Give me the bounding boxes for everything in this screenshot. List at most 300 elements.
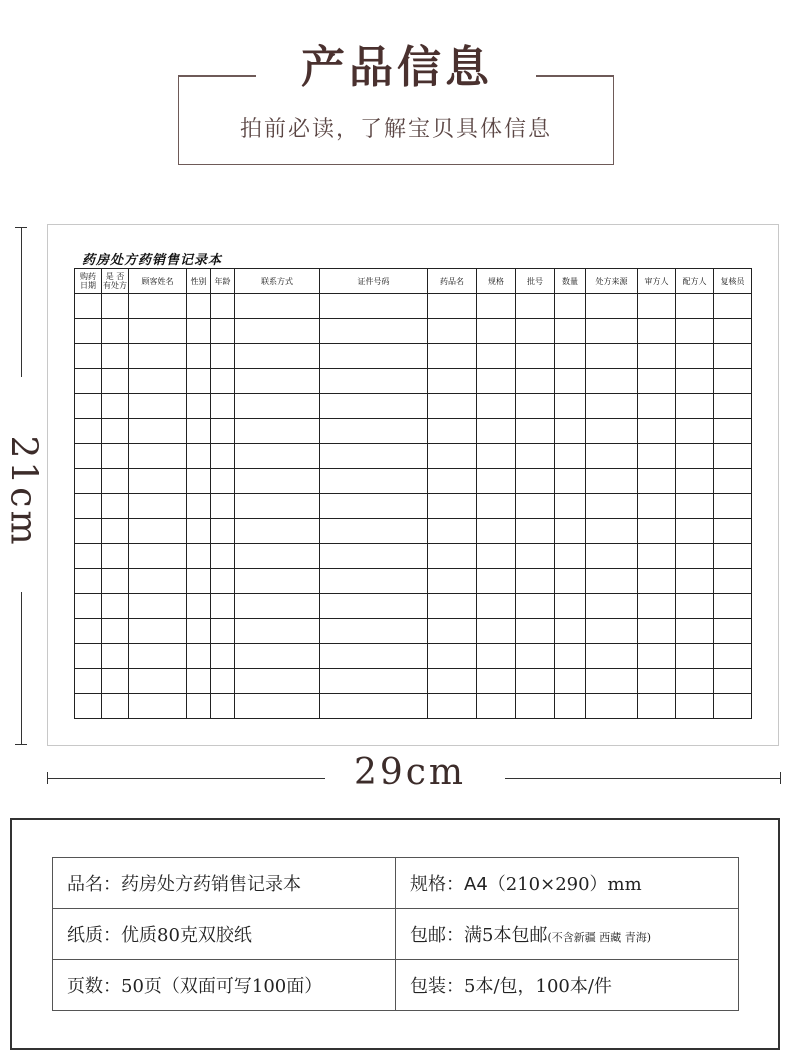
column-label: 药品名 xyxy=(440,276,464,286)
table-cell xyxy=(676,369,714,394)
table-cell xyxy=(714,519,752,544)
table-cell xyxy=(235,519,320,544)
table-cell xyxy=(211,344,235,369)
table-cell xyxy=(638,294,676,319)
table-cell xyxy=(75,569,102,594)
table-cell xyxy=(714,444,752,469)
table-cell xyxy=(187,594,211,619)
table-cell xyxy=(586,619,638,644)
table-cell xyxy=(516,369,555,394)
spec-shipping-main: 包邮：满5本包邮 xyxy=(410,925,548,946)
ledger-column-header xyxy=(714,269,752,294)
table-cell xyxy=(235,594,320,619)
table-cell xyxy=(187,444,211,469)
table-cell xyxy=(477,319,516,344)
table-cell xyxy=(586,369,638,394)
table-cell xyxy=(676,494,714,519)
table-cell xyxy=(638,644,676,669)
ledger-column-header xyxy=(320,269,428,294)
column-label: 年龄 xyxy=(214,276,231,286)
table-cell xyxy=(676,644,714,669)
spec-shipping xyxy=(396,909,739,960)
table-row xyxy=(75,644,752,669)
column-label: 批号 xyxy=(527,276,543,286)
table-cell xyxy=(235,669,320,694)
table-cell xyxy=(638,344,676,369)
table-cell xyxy=(586,594,638,619)
table-row xyxy=(75,444,752,469)
table-cell xyxy=(187,519,211,544)
table-cell xyxy=(516,519,555,544)
table-cell xyxy=(129,369,187,394)
column-label: 顾客姓名 xyxy=(141,276,174,286)
ledger-column-header xyxy=(555,269,586,294)
table-cell xyxy=(75,319,102,344)
table-cell xyxy=(235,644,320,669)
table-cell xyxy=(555,644,586,669)
table-cell xyxy=(129,594,187,619)
table-cell xyxy=(187,494,211,519)
table-cell xyxy=(638,494,676,519)
ledger-column-header xyxy=(187,269,211,294)
table-cell xyxy=(102,319,129,344)
table-cell xyxy=(714,569,752,594)
table-cell xyxy=(714,669,752,694)
table-cell xyxy=(477,594,516,619)
table-row xyxy=(75,619,752,644)
column-label-line2: 有处方 xyxy=(103,281,127,290)
table-cell xyxy=(102,694,129,719)
table-cell xyxy=(516,569,555,594)
table-cell xyxy=(428,494,477,519)
table-cell xyxy=(428,469,477,494)
table-row xyxy=(75,419,752,444)
table-cell xyxy=(129,344,187,369)
table-cell xyxy=(75,644,102,669)
table-cell xyxy=(320,344,428,369)
table-cell xyxy=(516,444,555,469)
table-cell xyxy=(129,494,187,519)
table-cell xyxy=(516,469,555,494)
spec-table xyxy=(52,857,739,1011)
table-cell xyxy=(235,544,320,569)
table-cell xyxy=(129,619,187,644)
height-line-top xyxy=(21,227,22,377)
table-cell xyxy=(428,294,477,319)
table-cell xyxy=(211,694,235,719)
table-cell xyxy=(586,494,638,519)
table-cell xyxy=(428,544,477,569)
table-row xyxy=(75,344,752,369)
spec-product-name: 品名：药房处方药销售记录本 xyxy=(53,858,396,909)
table-row xyxy=(75,519,752,544)
table-cell xyxy=(714,294,752,319)
ledger-column-header xyxy=(638,269,676,294)
table-cell xyxy=(75,419,102,444)
table-cell xyxy=(187,469,211,494)
table-cell xyxy=(187,619,211,644)
table-cell xyxy=(516,694,555,719)
table-cell xyxy=(638,594,676,619)
table-cell xyxy=(187,569,211,594)
table-cell xyxy=(638,444,676,469)
table-cell xyxy=(320,544,428,569)
table-cell xyxy=(477,419,516,444)
table-cell xyxy=(75,519,102,544)
table-cell xyxy=(586,544,638,569)
spec-row xyxy=(53,909,739,960)
table-cell xyxy=(477,344,516,369)
table-cell xyxy=(75,469,102,494)
table-cell xyxy=(586,569,638,594)
spec-row xyxy=(53,960,739,1011)
table-cell xyxy=(187,644,211,669)
table-cell xyxy=(320,519,428,544)
table-cell xyxy=(714,494,752,519)
table-row xyxy=(75,294,752,319)
column-label: 数量 xyxy=(562,276,578,286)
table-cell xyxy=(102,294,129,319)
table-cell xyxy=(320,294,428,319)
table-cell xyxy=(555,569,586,594)
table-row xyxy=(75,394,752,419)
width-tick-right xyxy=(780,772,781,784)
table-cell xyxy=(714,694,752,719)
table-cell xyxy=(428,669,477,694)
table-cell xyxy=(235,469,320,494)
table-cell xyxy=(320,619,428,644)
table-row xyxy=(75,694,752,719)
table-cell xyxy=(187,394,211,419)
table-cell xyxy=(129,569,187,594)
table-cell xyxy=(320,319,428,344)
table-cell xyxy=(129,469,187,494)
table-cell xyxy=(211,569,235,594)
table-cell xyxy=(477,544,516,569)
table-cell xyxy=(676,419,714,444)
column-label: 证件号码 xyxy=(357,276,390,286)
ledger-column-header xyxy=(516,269,555,294)
table-cell xyxy=(187,319,211,344)
table-cell xyxy=(586,344,638,369)
table-cell xyxy=(555,469,586,494)
table-cell xyxy=(211,369,235,394)
ledger-header-row xyxy=(75,269,752,294)
spec-shipping-note: (不含新疆 西藏 青海) xyxy=(547,931,652,944)
table-cell xyxy=(516,669,555,694)
table-cell xyxy=(211,494,235,519)
table-cell xyxy=(477,519,516,544)
table-cell xyxy=(477,644,516,669)
table-cell xyxy=(676,694,714,719)
table-cell xyxy=(714,469,752,494)
table-cell xyxy=(516,644,555,669)
table-cell xyxy=(235,419,320,444)
table-cell xyxy=(477,444,516,469)
table-cell xyxy=(102,419,129,444)
table-row xyxy=(75,544,752,569)
column-label: 联系方式 xyxy=(261,276,293,286)
table-cell xyxy=(235,569,320,594)
column-label: 规格 xyxy=(488,276,504,286)
ledger-table xyxy=(74,268,752,719)
table-row xyxy=(75,569,752,594)
table-cell xyxy=(516,594,555,619)
table-cell xyxy=(129,444,187,469)
table-cell xyxy=(320,369,428,394)
table-cell xyxy=(102,344,129,369)
height-tick-bottom xyxy=(15,744,27,745)
table-cell xyxy=(211,419,235,444)
table-cell xyxy=(516,294,555,319)
column-label: 是 否 xyxy=(105,272,125,281)
table-cell xyxy=(320,569,428,594)
table-cell xyxy=(75,394,102,419)
table-cell xyxy=(102,669,129,694)
table-cell xyxy=(211,669,235,694)
sheet-title: 药房处方药销售记录本 xyxy=(82,253,223,268)
table-cell xyxy=(428,519,477,544)
column-label: 配方人 xyxy=(682,276,707,286)
table-cell xyxy=(211,519,235,544)
table-cell xyxy=(638,669,676,694)
table-cell xyxy=(586,519,638,544)
spec-packing: 包装：5本/包，100本/件 xyxy=(396,960,739,1011)
table-cell xyxy=(129,544,187,569)
table-cell xyxy=(638,319,676,344)
table-cell xyxy=(320,494,428,519)
table-cell xyxy=(320,694,428,719)
table-cell xyxy=(211,469,235,494)
table-cell xyxy=(638,419,676,444)
table-cell xyxy=(676,619,714,644)
table-row xyxy=(75,469,752,494)
table-cell xyxy=(129,419,187,444)
spec-size-prefix: 规格： xyxy=(410,874,464,895)
table-cell xyxy=(586,294,638,319)
table-cell xyxy=(75,669,102,694)
height-line-bottom xyxy=(21,592,22,744)
spec-row xyxy=(53,858,739,909)
table-cell xyxy=(428,619,477,644)
table-cell xyxy=(516,319,555,344)
table-cell xyxy=(586,319,638,344)
table-cell xyxy=(477,669,516,694)
table-cell xyxy=(555,344,586,369)
table-cell xyxy=(428,419,477,444)
table-cell xyxy=(320,394,428,419)
table-cell xyxy=(428,369,477,394)
table-cell xyxy=(187,294,211,319)
table-cell xyxy=(102,569,129,594)
table-cell xyxy=(516,344,555,369)
table-cell xyxy=(477,369,516,394)
table-cell xyxy=(235,494,320,519)
spec-size-a4: A4 xyxy=(464,874,488,895)
table-cell xyxy=(235,444,320,469)
table-cell xyxy=(102,519,129,544)
table-cell xyxy=(428,344,477,369)
table-row xyxy=(75,319,752,344)
table-cell xyxy=(676,444,714,469)
table-cell xyxy=(129,294,187,319)
table-cell xyxy=(320,444,428,469)
page-subtitle: 拍前必读，了解宝贝具体信息 xyxy=(239,117,552,142)
table-cell xyxy=(75,444,102,469)
table-cell xyxy=(320,669,428,694)
table-cell xyxy=(235,369,320,394)
ledger-column-header xyxy=(102,269,129,294)
table-cell xyxy=(428,319,477,344)
table-cell xyxy=(211,319,235,344)
table-cell xyxy=(75,369,102,394)
table-cell xyxy=(75,594,102,619)
table-cell xyxy=(555,394,586,419)
table-cell xyxy=(586,469,638,494)
table-cell xyxy=(638,619,676,644)
table-cell xyxy=(102,444,129,469)
table-cell xyxy=(676,344,714,369)
width-line-left xyxy=(47,778,325,779)
table-row xyxy=(75,594,752,619)
column-label-line2: 日期 xyxy=(80,281,96,290)
table-cell xyxy=(638,569,676,594)
table-cell xyxy=(586,644,638,669)
table-cell xyxy=(75,344,102,369)
table-cell xyxy=(477,694,516,719)
table-cell xyxy=(129,669,187,694)
table-cell xyxy=(555,294,586,319)
table-cell xyxy=(586,694,638,719)
column-label: 性别 xyxy=(190,276,207,286)
table-cell xyxy=(638,469,676,494)
table-cell xyxy=(102,544,129,569)
table-cell xyxy=(477,619,516,644)
table-cell xyxy=(235,694,320,719)
column-label: 审方人 xyxy=(644,276,669,286)
table-row xyxy=(75,369,752,394)
table-cell xyxy=(187,369,211,394)
table-cell xyxy=(676,394,714,419)
table-cell xyxy=(75,544,102,569)
table-cell xyxy=(75,619,102,644)
table-cell xyxy=(187,344,211,369)
table-cell xyxy=(638,694,676,719)
spec-paper: 纸质：优质80克双胶纸 xyxy=(53,909,396,960)
table-cell xyxy=(676,469,714,494)
table-cell xyxy=(211,394,235,419)
table-cell xyxy=(676,669,714,694)
table-cell xyxy=(102,469,129,494)
table-cell xyxy=(102,619,129,644)
table-cell xyxy=(714,644,752,669)
table-cell xyxy=(676,544,714,569)
column-label: 复核员 xyxy=(720,276,745,286)
table-cell xyxy=(428,594,477,619)
table-cell xyxy=(211,544,235,569)
table-cell xyxy=(187,694,211,719)
column-label: 购药 xyxy=(80,272,96,281)
ledger-column-header xyxy=(676,269,714,294)
table-cell xyxy=(477,494,516,519)
ledger-column-header xyxy=(129,269,187,294)
spec-size xyxy=(396,858,739,909)
table-cell xyxy=(75,294,102,319)
table-cell xyxy=(428,644,477,669)
table-cell xyxy=(638,519,676,544)
table-cell xyxy=(676,569,714,594)
table-cell xyxy=(555,369,586,394)
table-row xyxy=(75,669,752,694)
width-label: 29cm xyxy=(353,752,467,793)
table-cell xyxy=(129,319,187,344)
table-cell xyxy=(555,519,586,544)
table-cell xyxy=(516,544,555,569)
table-cell xyxy=(211,294,235,319)
table-cell xyxy=(477,569,516,594)
table-cell xyxy=(676,594,714,619)
page-title: 产品信息 xyxy=(301,42,493,93)
ledger-column-header xyxy=(235,269,320,294)
table-cell xyxy=(428,569,477,594)
table-cell xyxy=(638,394,676,419)
table-cell xyxy=(320,644,428,669)
spec-size-dims: （210×290）mm xyxy=(487,874,642,895)
table-cell xyxy=(555,694,586,719)
ledger-column-header xyxy=(428,269,477,294)
table-cell xyxy=(714,319,752,344)
table-cell xyxy=(211,619,235,644)
table-cell xyxy=(320,594,428,619)
table-cell xyxy=(555,419,586,444)
table-cell xyxy=(235,619,320,644)
table-cell xyxy=(586,419,638,444)
table-cell xyxy=(516,394,555,419)
table-cell xyxy=(714,544,752,569)
table-cell xyxy=(102,644,129,669)
ledger-column-header xyxy=(211,269,235,294)
table-cell xyxy=(516,494,555,519)
table-cell xyxy=(187,419,211,444)
table-cell xyxy=(428,444,477,469)
ledger-column-header xyxy=(586,269,638,294)
table-cell xyxy=(555,444,586,469)
table-cell xyxy=(638,544,676,569)
ledger-column-header xyxy=(477,269,516,294)
table-cell xyxy=(211,594,235,619)
table-cell xyxy=(235,344,320,369)
column-label: 处方来源 xyxy=(595,276,628,286)
table-cell xyxy=(235,319,320,344)
table-cell xyxy=(477,294,516,319)
table-cell xyxy=(187,544,211,569)
table-cell xyxy=(516,619,555,644)
table-cell xyxy=(714,619,752,644)
table-cell xyxy=(102,394,129,419)
table-cell xyxy=(129,519,187,544)
table-cell xyxy=(555,619,586,644)
table-cell xyxy=(586,444,638,469)
table-cell xyxy=(428,394,477,419)
table-cell xyxy=(555,319,586,344)
table-cell xyxy=(129,694,187,719)
table-cell xyxy=(211,444,235,469)
table-cell xyxy=(714,419,752,444)
table-cell xyxy=(516,419,555,444)
table-cell xyxy=(211,644,235,669)
table-cell xyxy=(676,519,714,544)
table-cell xyxy=(714,344,752,369)
